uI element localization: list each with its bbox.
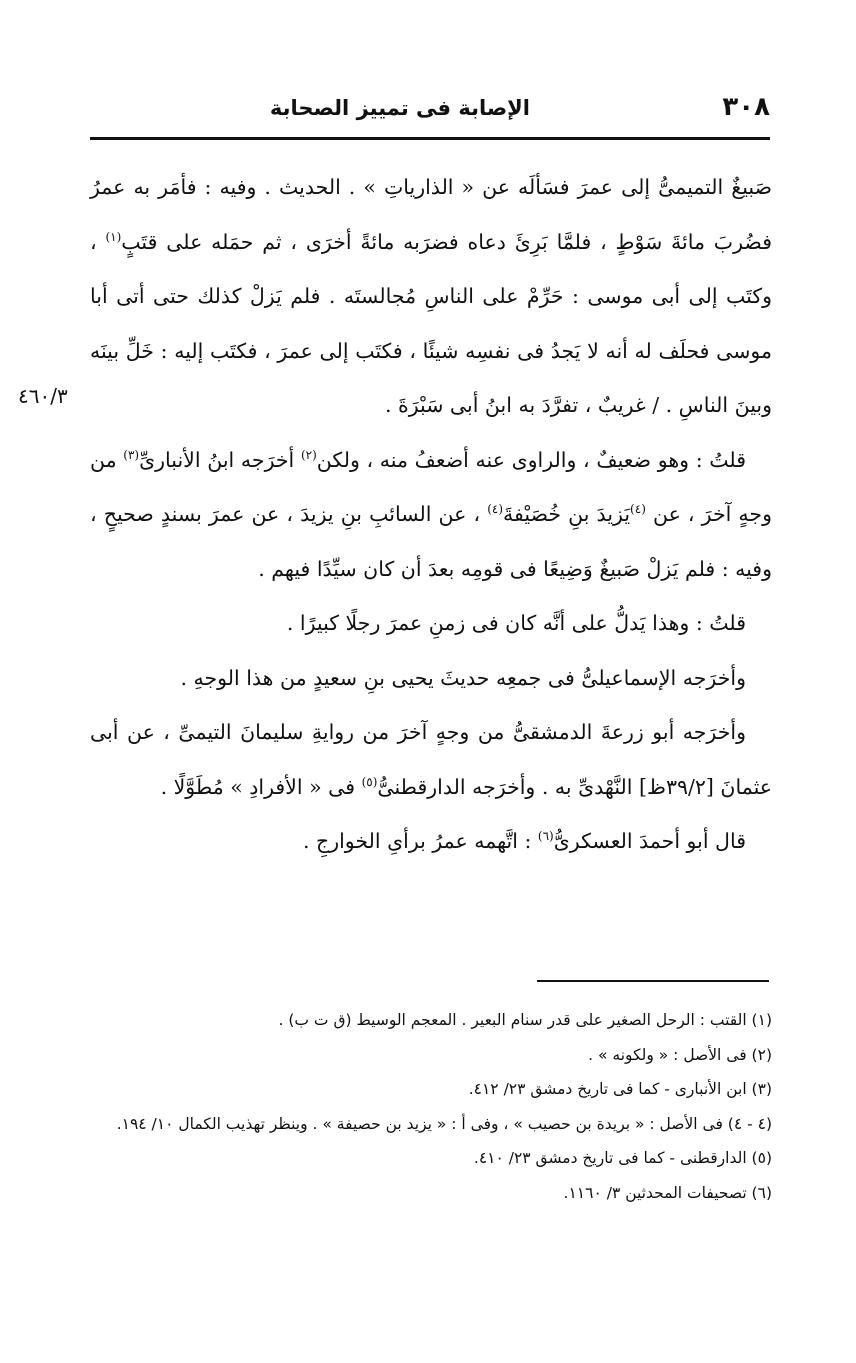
paragraph-2: قلتُ : وهو ضعيفٌ ، والراوى عنه أضعفُ منه ، ولكن$^{(٢)}$ أخرَجه ابنُ الأنبارىِّ$^{(٣)}$ من وجهٍ آخرَ ، عن $^{(٤)}$يَزيدَ بنِ خُصَيْفةَ$^{(٤)}$ ، عن السائبِ بنِ يزيدَ ، عن عمرَ بسندٍ صحيحٍ ، وفيه : فلم يَزلْ صَبيغٌ وَضِيعًا فى قومِه بعدَ أن كان سيِّدًا فيهم . [90, 447, 772, 581]
paragraph-6: قال أبو أحمدَ العسكرىُّ$^{(٦)}$ : اتَّهمه عمرُ برأىِ الخوارجِ . [302, 829, 746, 853]
footnote-5: (٥) الدارقطنى - كما فى تاريخ دمشق ٢٣/ ٤١٠. [473, 1149, 772, 1167]
footnote-ref-3: (٣) [123, 447, 140, 462]
footnote-1: (١) القتب : الرحل الصغير على قدر سنام البعير . المعجم الوسيط (ق ت ب) . [278, 1011, 772, 1029]
running-title: الإصابة فى تمييز الصحابة [269, 96, 530, 120]
header-rule [90, 137, 770, 140]
footnote-ref-4-close: (٤) [487, 502, 504, 517]
margin-volume-page-note: ٤٦٠/٣ [18, 384, 68, 408]
footnote-separator [537, 980, 769, 982]
footnotes [82, 1003, 772, 1210]
paragraph-4: وأخرَجه الإسماعيلىُّ فى جمعِه حديثَ يحيى بنِ سعيدٍ من هذا الوجهِ . [180, 665, 746, 690]
footnote-ref-1: (١) [105, 229, 122, 244]
paragraph-3: قلتُ : وهذا يَدلُّ على أنَّه كان فى زمنِ عمرَ رجلًا كبيرًا . [286, 611, 746, 635]
main-text [90, 160, 772, 869]
paragraph-5: وأخرَجه أبو زرعةَ الدمشقىُّ من وجهٍ آخرَ من روايةِ سليمانَ التيمىِّ ، عن أبى عثمانَ [٣٩/٢ظ] النَّهْدىِّ به . وأخرَجه الدارقطنىُّ$^{(٥)}$ فى « الأفرادِ » مُطَوَّلًا . [90, 720, 772, 799]
page-header [90, 92, 770, 132]
footnote-2: (٢) فى الأصل : « ولكونه » . [588, 1045, 772, 1064]
footnote-ref-4-open: (٤) [630, 502, 646, 517]
footnote-4: (٤ - ٤) فى الأصل : « بريدة بن حصيب » ، وفى أ : « يزيد بن حصيفة » . وينظر تهذيب الكمال ١٠/ ١٩٤. [116, 1114, 772, 1133]
footnote-ref-2: (٢) [300, 447, 317, 462]
footnote-ref-5: (٥) [361, 774, 378, 789]
footnote-ref-6: (٦) [537, 829, 554, 844]
page-number: ٣٠٨ [722, 92, 770, 122]
footnote-6: (٦) تصحيفات المحدثين ٣/ ١١٦٠. [563, 1183, 772, 1202]
footnote-3: (٣) ابن الأنبارى - كما فى تاريخ دمشق ٢٣/ ٤١٢. [468, 1080, 772, 1098]
paragraph-1: صَبيغٌ التميمىُّ إلى عمرَ فسَألَه عن « الذارياتِ » . الحديث . وفيه : فأمَر به عمرُ فضُربَ مائةَ سَوْطٍ ، فلمَّا بَرِئَ دعاه فضرَبه مائةً أخرَى ، ثم حمَله على قتَبٍ$^{(١)}$ ، وكتَب إلى أبى موسى : حَرِّمْ على الناسِ مُجالستَه . فلم يَزلْ كذلك حتى أتى أبا موسى فحلَف له أنه لا يَجدُ فى نفسِه شيئًا ، فكتَب إلى عمرَ ، فكتَب إليه : خَلِّ بينَه وبينَ الناسِ . / غريبٌ ، تفرَّدَ به ابنُ أبى سَبْرَةَ . [90, 175, 772, 417]
